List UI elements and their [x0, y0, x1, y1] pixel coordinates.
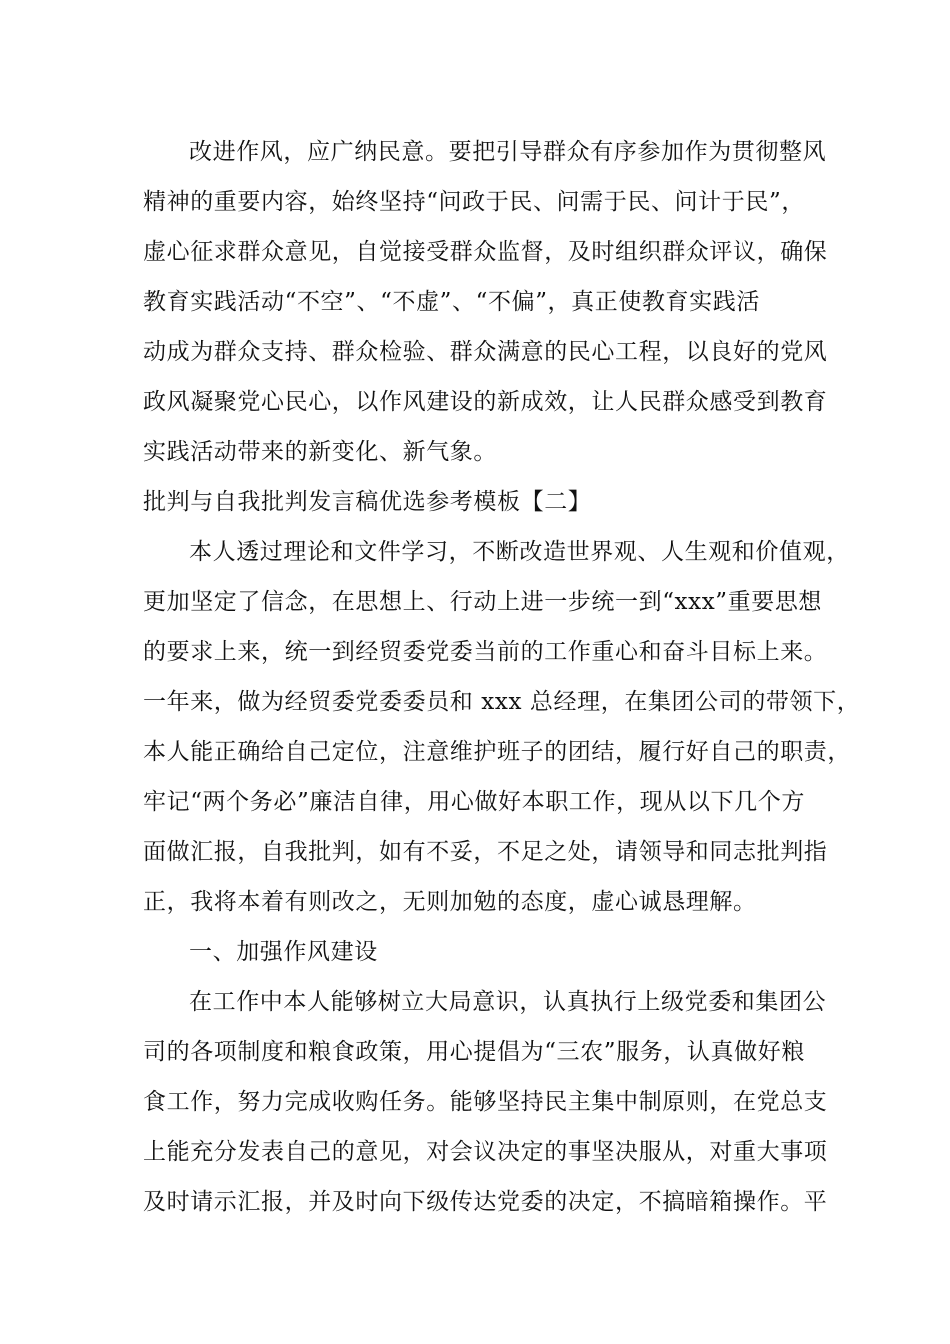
paragraph-line: 更加坚定了信念，在思想上、行动上进一步统一到“xxx”重要思想	[143, 589, 823, 615]
paragraph-line: 司的各项制度和粮食政策，用心提倡为“三农”服务，认真做好粮	[143, 1039, 805, 1065]
paragraph-line: 上能充分发表自己的意见，对会议决定的事坚决服从，对重大事项	[143, 1139, 828, 1165]
paragraph-line: 及时请示汇报，并及时向下级传达党委的决定，不搞暗箱操作。平	[143, 1189, 828, 1215]
paragraph-line: 面做汇报，自我批判，如有不妥，不足之处，请领导和同志批判指	[143, 839, 828, 865]
paragraph-line: 虚心征求群众意见，自觉接受群众监督，及时组织群众评议，确保	[143, 239, 828, 265]
paragraph-line: 动成为群众支持、群众检验、群众满意的民心工程，以良好的党风	[143, 339, 828, 365]
paragraph-line: 的要求上来，统一到经贸委党委当前的工作重心和奋斗目标上来。	[143, 639, 828, 665]
paragraph-line: 一年来，做为经贸委党委委员和 xxx 总经理，在集团公司的带领下，	[143, 689, 861, 715]
section-heading: 批判与自我批判发言稿优选参考模板【二】	[143, 489, 592, 515]
paragraph-line: 教育实践活动“不空”、“不虚”、“不偏”，真正使教育实践活	[143, 289, 760, 315]
paragraph-line: 改进作风，应广纳民意。要把引导群众有序参加作为贯彻整风	[189, 139, 827, 165]
paragraph-line: 在工作中本人能够树立大局意识，认真执行上级党委和集团公	[189, 989, 827, 1015]
paragraph-line: 实践活动带来的新变化、新气象。	[143, 439, 497, 465]
paragraph-line: 本人能正确给自己定位，注意维护班子的团结，履行好自己的职责，	[143, 739, 851, 765]
subsection-heading: 一、加强作风建设	[189, 939, 378, 965]
paragraph-line: 本人透过理论和文件学习，不断改造世界观、人生观和价值观，	[189, 539, 850, 565]
paragraph-line: 牢记“两个务必”廉洁自律，用心做好本职工作，现从以下几个方	[143, 789, 805, 815]
paragraph-line: 精神的重要内容，始终坚持“问政于民、问需于民、问计于民”，	[143, 189, 805, 215]
paragraph-line: 食工作，努力完成收购任务。能够坚持民主集中制原则，在党总支	[143, 1089, 828, 1115]
paragraph-line: 正，我将本着有则改之，无则加勉的态度，虚心诚恳理解。	[143, 889, 757, 915]
paragraph-line: 政风凝聚党心民心，以作风建设的新成效，让人民群众感受到教育	[143, 389, 828, 415]
